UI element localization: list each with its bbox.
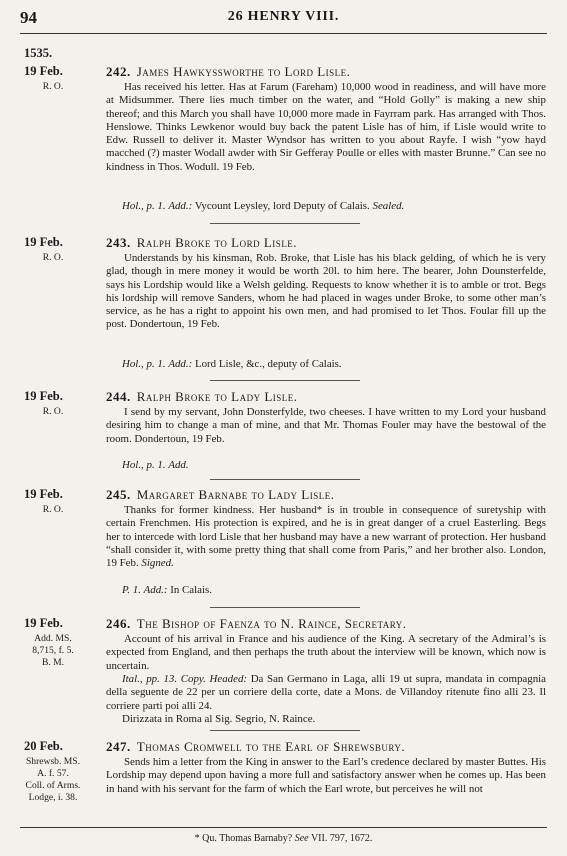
signed-note: Signed. bbox=[141, 557, 174, 570]
entry-source bbox=[24, 504, 82, 516]
header-rule bbox=[20, 33, 547, 34]
entry-body: Understands by his kinsman, Rob. Broke, that Lisle has his black gelding, of which he is very glad, though in mere money it would be worth 20l. to him here. The bearer, John Dounsterfelde, says his Lordship would like a Welsh gelding. Requests to know whether it is to amble or trot. Begs his lordship will remove Sanders, whom he had placed in wages under Broke, to some other man’s service, as he has a right to appoint his own men, and had promised to let Thos. Foular fill up the post. Dondertoun, 19 Feb. bbox=[106, 252, 546, 331]
entry-divider bbox=[210, 607, 360, 608]
address-label: Add.: bbox=[168, 358, 193, 370]
source-line: R. O. bbox=[42, 81, 64, 92]
entry-divider bbox=[210, 730, 360, 731]
address-label: Add.: bbox=[143, 584, 168, 596]
heading-label: Headed: bbox=[209, 673, 248, 685]
address-text: Vycount Leysley, lord Deputy of Calais. bbox=[194, 200, 370, 212]
footnote-text: * Qu. Thomas Barnaby? bbox=[194, 833, 293, 844]
source-line: Shrewsb. MS. bbox=[25, 756, 81, 767]
entry-description bbox=[122, 459, 546, 472]
entry-number: 247. bbox=[106, 739, 131, 754]
entry-title: James Hawkyssworthe to Lord Lisle. bbox=[136, 64, 351, 79]
footnote bbox=[0, 833, 567, 844]
entry-title: Ralph Broke to Lady Lisle. bbox=[136, 389, 298, 404]
entry-closing: Dirizzata in Roma al Sig. Segrio, N. Raince. bbox=[122, 713, 316, 725]
source-line: Coll. of Arms. bbox=[25, 780, 81, 791]
address-label: Add.: bbox=[168, 200, 193, 212]
entry-number: 242. bbox=[106, 64, 131, 79]
footnote-rule bbox=[20, 827, 547, 828]
entry-source bbox=[24, 756, 82, 804]
entry-source bbox=[24, 633, 82, 669]
footnote-ref: VII. 797, 1672. bbox=[310, 833, 373, 844]
footnote-ref-label: See bbox=[294, 833, 309, 844]
entry-number: 246. bbox=[106, 616, 131, 631]
entry-date: 19 Feb. bbox=[24, 389, 63, 403]
entry-description bbox=[122, 358, 546, 371]
source-line: 8,715, f. 5. bbox=[32, 645, 74, 656]
entry-date: 19 Feb. bbox=[24, 616, 63, 630]
source-line: Add. MS. bbox=[34, 633, 72, 644]
source-line: Lodge, i. 38. bbox=[28, 792, 78, 803]
entry-source bbox=[24, 406, 82, 418]
entry-description bbox=[122, 584, 546, 597]
entry-source bbox=[24, 81, 82, 93]
entry-title: Ralph Broke to Lord Lisle. bbox=[136, 235, 298, 250]
entry-source bbox=[24, 252, 82, 264]
address-text: In Calais. bbox=[170, 584, 212, 596]
entry-headline bbox=[106, 389, 546, 405]
year-label: 1535. bbox=[24, 46, 53, 60]
entry-body-text: Thanks for former kindness. Her husband* is in trouble in consequence of suretyship with certain Frenchmen. His protection is expired, and he is in great danger of a cruel Easterling. Begs her to intercede with lord Lisle that her husband may have a new warrant of protection. Her husband “shall consider it, with some pretty thing that shall come from Paris,” and her brother also. London, 19 Feb. bbox=[106, 504, 546, 570]
entry-headline bbox=[106, 616, 546, 632]
physical-description: Hol., p. 1. bbox=[122, 459, 166, 471]
source-line: R. O. bbox=[42, 504, 64, 515]
address-text: Lord Lisle, &c., deputy of Calais. bbox=[194, 358, 342, 370]
entry-body bbox=[106, 504, 546, 570]
physical-description: P. 1. bbox=[122, 584, 141, 596]
entry-description bbox=[106, 673, 546, 713]
entry-headline bbox=[106, 739, 546, 755]
seal-note: Sealed. bbox=[372, 200, 405, 212]
source-line: R. O. bbox=[42, 252, 64, 263]
entry-number: 244. bbox=[106, 389, 131, 404]
entry-divider bbox=[210, 479, 360, 480]
entry-body: I send by my servant, John Donsterfylde, two cheeses. I have written to my Lord your husband desiring him to change a man of mine, and that Mr. Thomas Fouler may have the bestowal of the room. Dondertoun, 19 Feb. bbox=[106, 406, 546, 445]
entry-body: Has received his letter. Has at Farum (Fareham) 10,000 wood in readiness, and will have more at Midsummer. There lies much timber on the water, and “Hold Golly” is making a new ship thereof; and this March you shall have 10,000 more made in Fayrram park. Has arranged with Thos. Henslowe. Thinks Lewkenor would buy back the patent Lisle has of him, if Lisle would write to Edw. Russell to deliver it. Master Wyndsor has written to you about Rayfe. I wish “yow hayd macched (?) master Wodall awder with Sir Gefferay Poulle or elles with master Brunne.” Can see no kindness in Thos. Wodull. 19 Feb. bbox=[106, 81, 546, 173]
entry-headline bbox=[106, 487, 546, 503]
entry-number: 245. bbox=[106, 487, 131, 502]
entry-date: 19 Feb. bbox=[24, 487, 63, 501]
copy-note: Copy. bbox=[180, 673, 206, 685]
source-line: B. M. bbox=[41, 657, 65, 668]
page-number: 94 bbox=[20, 8, 37, 27]
heading-text: Da San Germano in Laga, alli 19 ut supra, mandata in compagnia della seguente de 22 per un corriere della corte, date a Mons. de Villandoy ritenute fino alli 23. Il corriere parti poi alli 24. bbox=[106, 673, 546, 712]
address-label: Add. bbox=[168, 459, 189, 471]
entry-divider bbox=[210, 223, 360, 224]
physical-description: Hol., p. 1. bbox=[122, 200, 166, 212]
entry-date: 20 Feb. bbox=[24, 739, 63, 753]
physical-description: Hol., p. 1. bbox=[122, 358, 166, 370]
running-title: 26 HENRY VIII. bbox=[227, 9, 340, 24]
physical-description: Ital., pp. 13. bbox=[122, 673, 178, 685]
source-line: R. O. bbox=[42, 406, 64, 417]
entry-body: Sends him a letter from the King in answer to the Earl’s credence declared by master Buttes. His Lordship may depend upon having a more full and satisfactory answer when he comes up. Has been in hand with his servant for the farm of which the Earl wrote, but perceives he will not bbox=[106, 756, 546, 795]
entry-number: 243. bbox=[106, 235, 131, 250]
source-line: A. f. 57. bbox=[37, 768, 69, 779]
entry-date: 19 Feb. bbox=[24, 235, 63, 249]
entry-title: Thomas Cromwell to the Earl of Shrewsbury. bbox=[136, 739, 406, 754]
page-header bbox=[0, 8, 567, 28]
entry-description bbox=[122, 200, 546, 213]
entry-headline bbox=[106, 235, 546, 251]
entry-date: 19 Feb. bbox=[24, 64, 63, 78]
entry-title: The Bishop of Faenza to N. Raince, Secretary. bbox=[136, 616, 407, 631]
entry-headline bbox=[106, 64, 546, 80]
entry-body: Account of his arrival in France and his audience of the King. A secretary of the Admiral’s is expected from England, and then perhaps the truth about the interview will be known, which now is uncertain. bbox=[106, 633, 546, 672]
entry-title: Margaret Barnabe to Lady Lisle. bbox=[136, 487, 335, 502]
entry-divider bbox=[210, 380, 360, 381]
